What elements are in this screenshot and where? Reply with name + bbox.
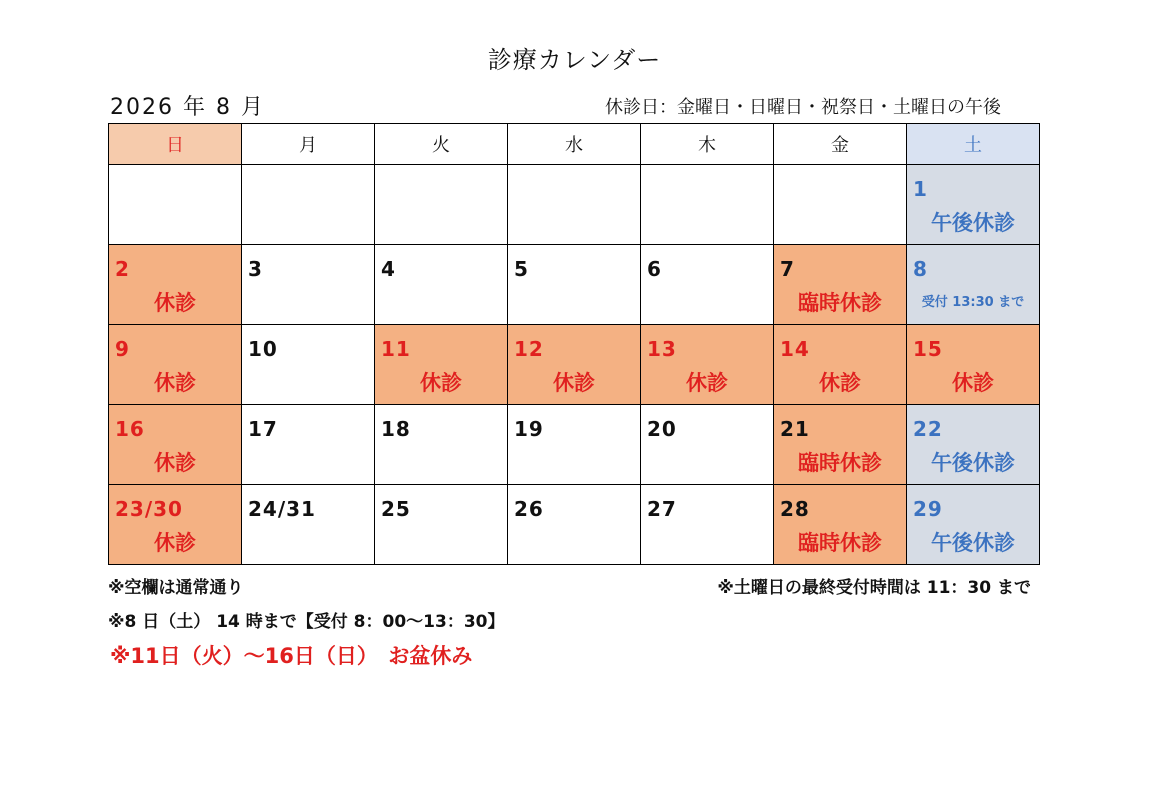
calendar-day-cell (508, 245, 641, 325)
weekday-saturday: 土 (907, 124, 1040, 165)
calendar-day-cell (641, 165, 774, 245)
calendar-week-row (109, 165, 1040, 245)
weekday-thursday: 木 (641, 124, 774, 165)
day-number: 25 (381, 497, 411, 521)
day-status-note: 午後休診 (931, 531, 1015, 555)
footnote-aug8: ※8 日（土） 14 時まで【受付 8：00～13：30】 (108, 612, 505, 632)
day-number: 18 (381, 417, 411, 441)
calendar-day-cell (109, 485, 242, 565)
day-status-note: 臨時休診 (798, 451, 882, 475)
calendar-day-cell (907, 325, 1040, 405)
day-status-note: 休診 (154, 291, 196, 315)
calendar-day-cell (774, 485, 907, 565)
calendar-day-cell (774, 405, 907, 485)
calendar-day-cell (641, 245, 774, 325)
month-label: 2026 年 8 月 (110, 95, 265, 120)
day-number: 24/31 (248, 497, 316, 521)
calendar-week-row (109, 325, 1040, 405)
day-number: 13 (647, 337, 677, 361)
weekday-header-row (109, 124, 1040, 165)
day-number: 20 (647, 417, 677, 441)
day-number: 28 (780, 497, 810, 521)
calendar-week-row (109, 245, 1040, 325)
day-number: 9 (115, 337, 130, 361)
day-number: 17 (248, 417, 278, 441)
calendar-day-cell (242, 405, 375, 485)
footnote-obon: ※11日（火）～16日（日） お盆休み (110, 644, 473, 668)
day-number: 21 (780, 417, 810, 441)
day-number: 23/30 (115, 497, 183, 521)
calendar-week-row (109, 405, 1040, 485)
calendar-day-cell (242, 245, 375, 325)
calendar-day-cell (109, 245, 242, 325)
day-number: 29 (913, 497, 943, 521)
calendar-day-cell (907, 245, 1040, 325)
calendar-day-cell (774, 165, 907, 245)
calendar-day-cell (375, 485, 508, 565)
day-number: 6 (647, 257, 662, 281)
day-status-note: 休診 (420, 371, 462, 395)
weekday-sunday: 日 (109, 124, 242, 165)
day-number: 14 (780, 337, 810, 361)
closed-days-note: 休診日：金曜日・日曜日・祝祭日・土曜日の午後 (605, 97, 1001, 118)
calendar-day-cell (641, 325, 774, 405)
day-status-note: 休診 (952, 371, 994, 395)
calendar-day-cell (375, 165, 508, 245)
calendar-day-cell (508, 485, 641, 565)
footnote-blank-cells: ※空欄は通常通り (108, 578, 244, 598)
day-number: 4 (381, 257, 396, 281)
calendar-day-cell (907, 405, 1040, 485)
calendar-day-cell (641, 405, 774, 485)
page-title: 診療カレンダー (487, 46, 662, 74)
day-number: 15 (913, 337, 943, 361)
day-number: 7 (780, 257, 795, 281)
calendar-day-cell (109, 405, 242, 485)
day-number: 12 (514, 337, 544, 361)
day-status-note: 休診 (154, 371, 196, 395)
day-number: 16 (115, 417, 145, 441)
weekday-friday: 金 (774, 124, 907, 165)
calendar-table (108, 123, 1040, 565)
footnote-saturday-reception: ※土曜日の最終受付時間は 11：30 まで (717, 578, 1031, 598)
weekday-wednesday: 水 (508, 124, 641, 165)
calendar-day-cell (907, 165, 1040, 245)
day-number: 26 (514, 497, 544, 521)
day-number: 5 (514, 257, 529, 281)
calendar-day-cell (242, 165, 375, 245)
calendar-day-cell (375, 245, 508, 325)
calendar-day-cell (242, 485, 375, 565)
day-number: 10 (248, 337, 278, 361)
calendar-body (109, 165, 1040, 565)
day-status-note: 休診 (553, 371, 595, 395)
calendar-week-row (109, 485, 1040, 565)
calendar-day-cell (907, 485, 1040, 565)
day-status-note: 臨時休診 (798, 291, 882, 315)
calendar-day-cell (508, 325, 641, 405)
day-number: 11 (381, 337, 411, 361)
calendar-day-cell (774, 325, 907, 405)
calendar-day-cell (109, 325, 242, 405)
day-number: 1 (913, 177, 928, 201)
day-number: 19 (514, 417, 544, 441)
day-status-note: 休診 (686, 371, 728, 395)
weekday-tuesday: 火 (375, 124, 508, 165)
day-number: 8 (913, 257, 928, 281)
day-status-note: 休診 (819, 371, 861, 395)
calendar-day-cell (375, 325, 508, 405)
day-status-note: 臨時休診 (798, 531, 882, 555)
day-status-note: 午後休診 (931, 211, 1015, 235)
day-status-note: 休診 (154, 531, 196, 555)
day-number: 22 (913, 417, 943, 441)
day-number: 3 (248, 257, 263, 281)
day-number: 27 (647, 497, 677, 521)
day-number: 2 (115, 257, 130, 281)
calendar-day-cell (375, 405, 508, 485)
calendar-day-cell (774, 245, 907, 325)
calendar-day-cell (242, 325, 375, 405)
day-status-note: 午後休診 (931, 451, 1015, 475)
weekday-monday: 月 (242, 124, 375, 165)
calendar-day-cell (508, 405, 641, 485)
calendar-day-cell (508, 165, 641, 245)
day-status-note: 休診 (154, 451, 196, 475)
day-status-note: 受付 13:30 まで (921, 295, 1025, 310)
calendar-day-cell (109, 165, 242, 245)
calendar-day-cell (641, 485, 774, 565)
